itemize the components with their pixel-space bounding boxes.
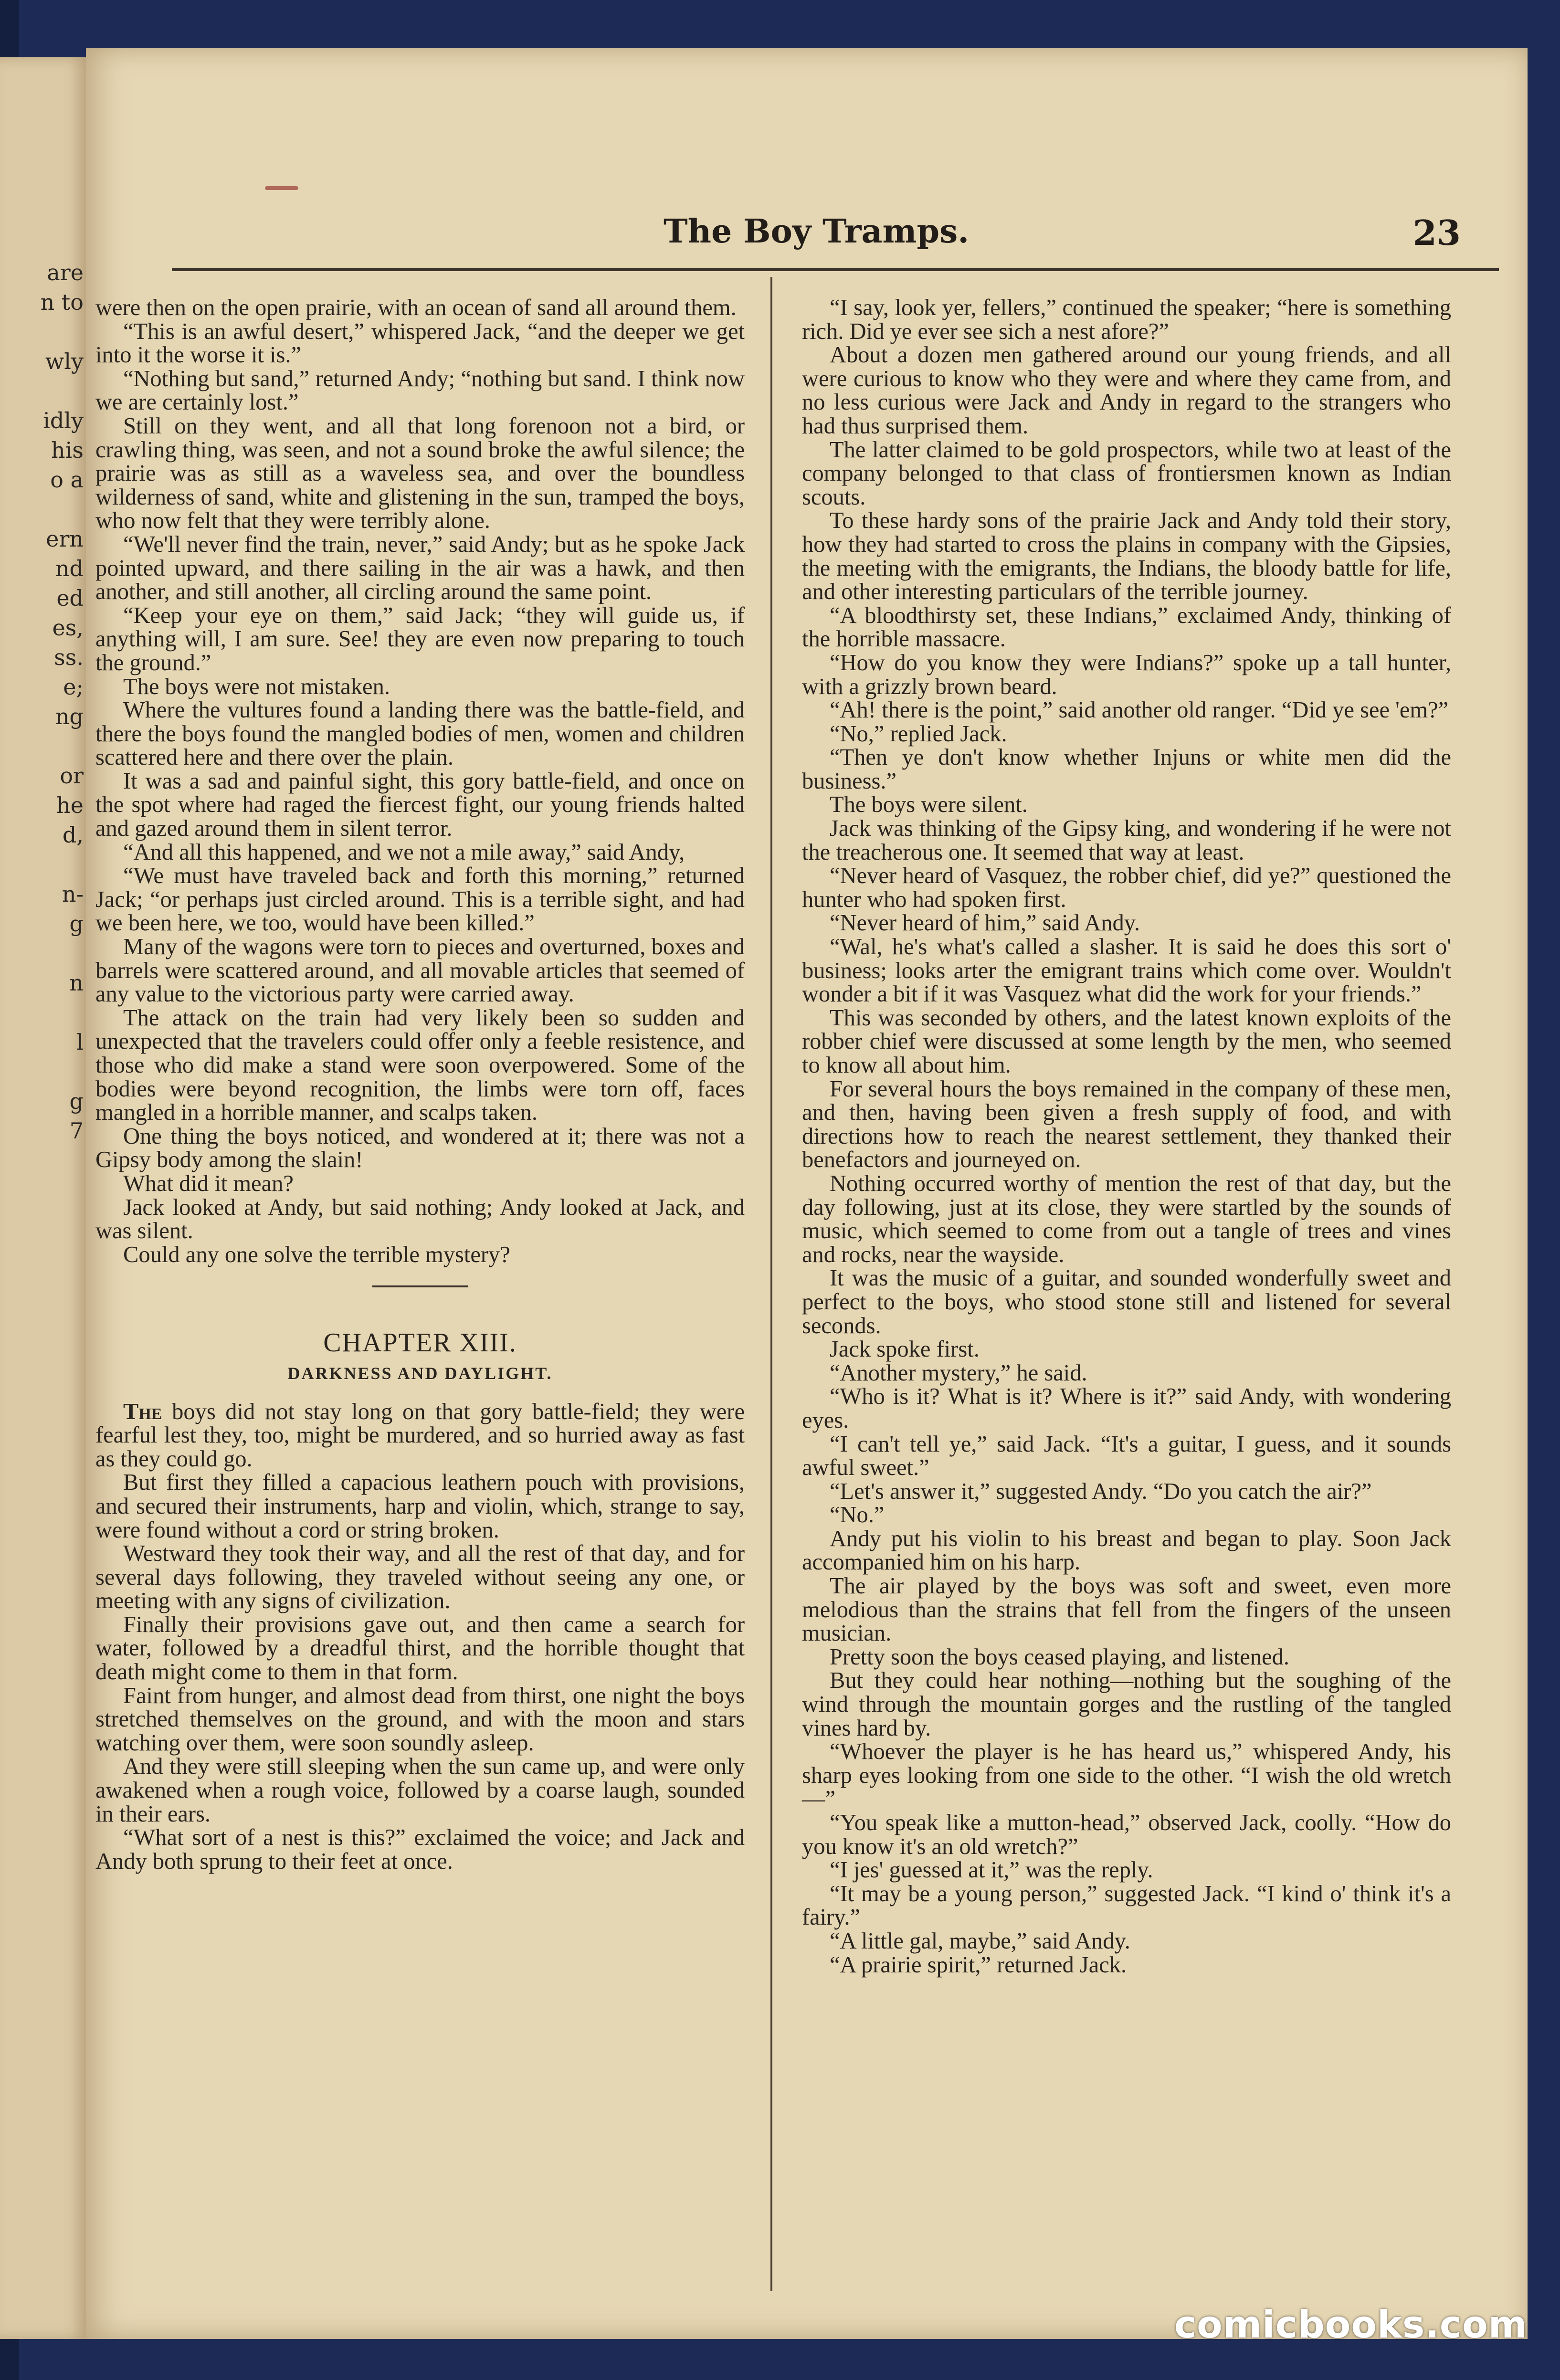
facing-page-fragment: ss. xyxy=(54,644,84,670)
facing-page-fragment xyxy=(41,850,84,879)
paragraph: Pretty soon the boys ceased playing, and listened. xyxy=(830,1644,1290,1670)
paragraph: “Keep your eye on them,” said Jack; “they will guide us, if anything will, I am sure. See! they are even now preparing to touch the ground.” xyxy=(95,602,745,675)
facing-page-fragment: e; xyxy=(63,674,84,700)
paragraph: “Whoever the player is he has heard us,” whispered Andy, his sharp eyes looking from one side to the other. “I wish the old wretch—” xyxy=(802,1739,1451,1812)
facing-page-fragment xyxy=(41,317,84,347)
facing-page-fragment: or xyxy=(60,763,84,789)
facing-page-edge xyxy=(0,57,88,2339)
paragraph: “Let's answer it,” suggested Andy. “Do you catch the air?” xyxy=(830,1478,1372,1504)
header-rule xyxy=(172,268,1499,271)
paragraph: The air played by the boys was soft and sweet, even more melodious than the strains that fell from the fingers of the unseen musician. xyxy=(802,1573,1451,1646)
facing-page-fragment: idly xyxy=(43,408,84,433)
paragraph: Could any one solve the terrible mystery? xyxy=(123,1242,510,1267)
right-column-text xyxy=(802,296,1451,1977)
header-ornament xyxy=(265,186,298,190)
paragraph: But they could hear nothing—nothing but the soughing of the wind through the mountain gorges and the rustling of the tangled vines hard by. xyxy=(802,1668,1451,1741)
facing-page-fragment xyxy=(41,731,84,761)
paragraph: “It may be a young person,” suggested Jack. “I kind o' think it's a fairy.” xyxy=(802,1881,1451,1930)
facing-page-fragment: nd xyxy=(55,556,84,581)
paragraph: “Never heard of Vasquez, the robber chief, did ye?” questioned the hunter who had spoken first. xyxy=(802,863,1451,912)
facing-page-fragment: g xyxy=(69,911,84,937)
paragraph: Jack looked at Andy, but said nothing; Andy looked at Jack, and was silent. xyxy=(95,1194,745,1244)
facing-page-fragment xyxy=(41,495,84,524)
chapter-title: CHAPTER XIII. xyxy=(323,1328,517,1358)
facing-page-fragment: his xyxy=(51,437,84,463)
left-column-text xyxy=(95,296,745,1266)
paragraph: “I can't tell ye,” said Jack. “It's a guitar, I guess, and it sounds awful sweet.” xyxy=(802,1431,1451,1481)
paragraph: The latter claimed to be gold prospectors, while two at least of the company belonged to that class of frontiersmen known as Indian scouts. xyxy=(802,437,1451,510)
paragraph: Westward they took their way, and all the rest of that day, and for several days following, they traveled without seeing any one, or meeting with any signs of civilization. xyxy=(95,1541,745,1614)
facing-page-fragment xyxy=(41,938,84,968)
paragraph: “Another mystery,” he said. xyxy=(830,1360,1087,1386)
paragraph: Faint from hunger, and almost dead from thirst, one night the boys stretched themselves on the ground, and with the moon and stars watching over them, were soon soundly asleep. xyxy=(95,1683,745,1756)
paragraph: The attack on the train had very likely been so sudden and unexpected that the travelers could offer only a feeble resistence, and those who did make a stand were soon overpowered. Some of the bodies were beyond recognition, the limbs were torn off, faces mangled in a horrible manner, and scalps taken. xyxy=(95,1005,745,1126)
facing-page-fragment: ng xyxy=(55,704,84,729)
facing-page-fragment: g xyxy=(69,1088,84,1114)
running-title: The Boy Tramps. xyxy=(664,212,969,251)
facing-page-fragment: l xyxy=(76,1029,84,1055)
paragraph: “A prairie spirit,” returned Jack. xyxy=(830,1952,1127,1978)
facing-page-fragment: wly xyxy=(45,348,84,374)
chapter-first-paragraph xyxy=(95,1400,745,1471)
paragraph: About a dozen men gathered around our young friends, and all were curious to know who they were and where they came from, and no less curious were Jack and Andy in regard to the strangers who had thus surprised them. xyxy=(802,342,1451,439)
facing-page-fragment: n to xyxy=(40,289,84,315)
facing-page-fragment: o a xyxy=(50,467,84,493)
left-column xyxy=(95,296,745,1873)
paragraph: For several hours the boys remained in the company of these men, and then, having been given a fresh supply of food, and with directions how to reach the nearest settlement, they thanked their benefactors and journeyed on. xyxy=(802,1076,1451,1173)
paragraph: “A bloodthirsty set, these Indians,” exclaimed Andy, thinking of the horrible massacre. xyxy=(802,602,1451,652)
chapter-rule xyxy=(372,1285,468,1287)
paragraph: Andy put his violin to his breast and began to play. Soon Jack accompanied him on his harp. xyxy=(802,1526,1451,1575)
paragraph: The boys were not mistaken. xyxy=(123,674,390,699)
paragraph: “Then ye don't know whether Injuns or white men did the business.” xyxy=(802,745,1451,794)
paragraph: Many of the wagons were torn to pieces and overturned, boxes and barrels were scattered around, and all movable articles that seemed of any value to the victorious party were carried away. xyxy=(95,934,745,1007)
book-page xyxy=(86,48,1528,2339)
paragraph: “Ah! there is the point,” said another old ranger. “Did ye see 'em?” xyxy=(830,697,1449,723)
facing-page-fragment: ern xyxy=(46,526,84,552)
facing-page-fragment: n xyxy=(69,970,84,996)
column-divider xyxy=(770,277,772,2291)
paragraph: “Who is it? What is it? Where is it?” said Andy, with wondering eyes. xyxy=(802,1384,1451,1433)
paragraph: “No,” replied Jack. xyxy=(830,721,1007,747)
facing-page-fragment xyxy=(41,998,84,1027)
paragraph: “We'll never find the train, never,” said Andy; but as he spoke Jack pointed upward, and there sailing in the air was a hawk, and then another, and still another, all circling around the same point. xyxy=(95,531,745,605)
facing-page-fragment xyxy=(41,376,84,406)
facing-page-fragment: he xyxy=(56,792,84,818)
paragraph: “No.” xyxy=(830,1502,885,1528)
paragraph: “A little gal, maybe,” said Andy. xyxy=(830,1928,1130,1954)
paragraph: “Wal, he's what's called a slasher. It is said he does this sort o' business; looks arter the emigrant trains which come over. Wouldn't wonder a bit if it was Vasquez what did the work for your friends.” xyxy=(802,934,1451,1007)
chapter-subtitle: DARKNESS AND DAYLIGHT. xyxy=(287,1363,553,1383)
paragraph: To these hardy sons of the prairie Jack and Andy told their story, how they had started to cross the plains in company with the Gipsies, the meeting with the emigrants, the Indians, the bloody battle for life, and other interesting particulars of the terrible journey. xyxy=(802,508,1451,605)
paragraph: “How do you know they were Indians?” spoke up a tall hunter, with a grizzly brown beard. xyxy=(802,650,1451,699)
paragraph: What did it mean? xyxy=(123,1170,294,1196)
facing-page-fragment: ed xyxy=(56,585,84,611)
paragraph: “This is an awful desert,” whispered Jack, “and the deeper we get into it the worse it is.” xyxy=(95,318,745,368)
chapter-first-paragraph-text: boys did not stay long on that gory battle-field; they were fearful lest they, too, might be murdered, and so hurried away as fast as they could go. xyxy=(95,1399,745,1472)
paragraph: Jack was thinking of the Gipsy king, and wondering if he were not the treacherous one. It seemed that way at least. xyxy=(802,816,1451,865)
paragraph: Jack spoke first. xyxy=(830,1337,980,1362)
paragraph: “Never heard of him,” said Andy. xyxy=(830,910,1140,936)
paragraph: “I jes' guessed at it,” was the reply. xyxy=(830,1857,1153,1883)
paragraph: were then on the open prairie, with an ocean of sand all around them. xyxy=(95,295,737,320)
paragraph: One thing the boys noticed, and wondered at it; there was not a Gipsy body among the slain! xyxy=(95,1123,745,1173)
paragraph: “I say, look yer, fellers,” continued the speaker; “here is something rich. Did ye ever see sich a nest afore?” xyxy=(802,295,1451,344)
paragraph: “Nothing but sand,” returned Andy; “nothing but sand. I think now we are certainly lost.” xyxy=(95,366,745,415)
facing-page-fragment: d, xyxy=(62,822,84,848)
facing-page-fragment: n- xyxy=(62,881,84,907)
paragraph: “And all this happened, and we not a mile away,” said Andy, xyxy=(123,839,685,865)
paragraph: The boys were silent. xyxy=(830,792,1028,818)
chapter-first-word: The xyxy=(123,1399,162,1424)
facing-page-fragment xyxy=(41,1057,84,1086)
paragraph: It was a sad and painful sight, this gory battle-field, and once on the spot where had raged the fiercest fight, our young friends halted and gazed around them in silent terror. xyxy=(95,768,745,842)
paragraph: Where the vultures found a landing there was the battle-field, and there the boys found the mangled bodies of men, women and children scattered here and there over the plain. xyxy=(95,697,745,770)
facing-page-text-fragments xyxy=(41,258,84,1146)
chapter-text xyxy=(95,1471,745,1873)
paragraph: And they were still sleeping when the sun came up, and were only awakened when a rough voice, followed by a coarse laugh, sounded in their ears. xyxy=(95,1754,745,1827)
watermark: comicbooks.com xyxy=(1174,2304,1528,2347)
facing-page-fragment: are xyxy=(47,260,84,285)
facing-page-fragment: es, xyxy=(52,615,84,641)
paragraph: But first they filled a capacious leathern pouch with provisions, and secured their instruments, harp and violin, which, strange to say, were found without a cord or string broken. xyxy=(95,1470,745,1543)
right-column xyxy=(802,296,1451,1977)
paragraph: “What sort of a nest is this?” exclaimed the voice; and Jack and Andy both sprung to their feet at once. xyxy=(95,1825,745,1874)
paragraph: Finally their provisions gave out, and then came a search for water, followed by a dreadful thirst, and the horrible thought that death might come to them in that form. xyxy=(95,1611,745,1685)
page-number: 23 xyxy=(1412,212,1461,253)
paragraph: “You speak like a mutton-head,” observed Jack, coolly. “How do you know it's an old wretch?” xyxy=(802,1810,1451,1859)
paragraph: “We must have traveled back and forth this morning,” returned Jack; “or perhaps just circled around. This is a terrible sight, and had we been here, we too, would have been killed.” xyxy=(95,863,745,936)
facing-page-fragment: 7 xyxy=(69,1118,84,1144)
paragraph: It was the music of a guitar, and sounded wonderfully sweet and perfect to the boys, who stood stone still and listened for several seconds. xyxy=(802,1265,1451,1338)
paragraph: This was seconded by others, and the latest known exploits of the robber chief were discussed at some length by the men, who seemed to know all about him. xyxy=(802,1005,1451,1078)
paragraph: Still on they went, and all that long forenoon not a bird, or crawling thing, was seen, and not a sound broke the awful silence; the prairie was as still as a waveless sea, and over the boundless wilderness of sand, white and glistening in the sun, tramped the boys, who now felt that they were terribly alone. xyxy=(95,413,745,534)
paragraph: Nothing occurred worthy of mention the rest of that day, but the day following, just at its close, they were startled by the sounds of music, which seemed to come from out a tangle of trees and vines and rocks, near the wayside. xyxy=(802,1170,1451,1267)
